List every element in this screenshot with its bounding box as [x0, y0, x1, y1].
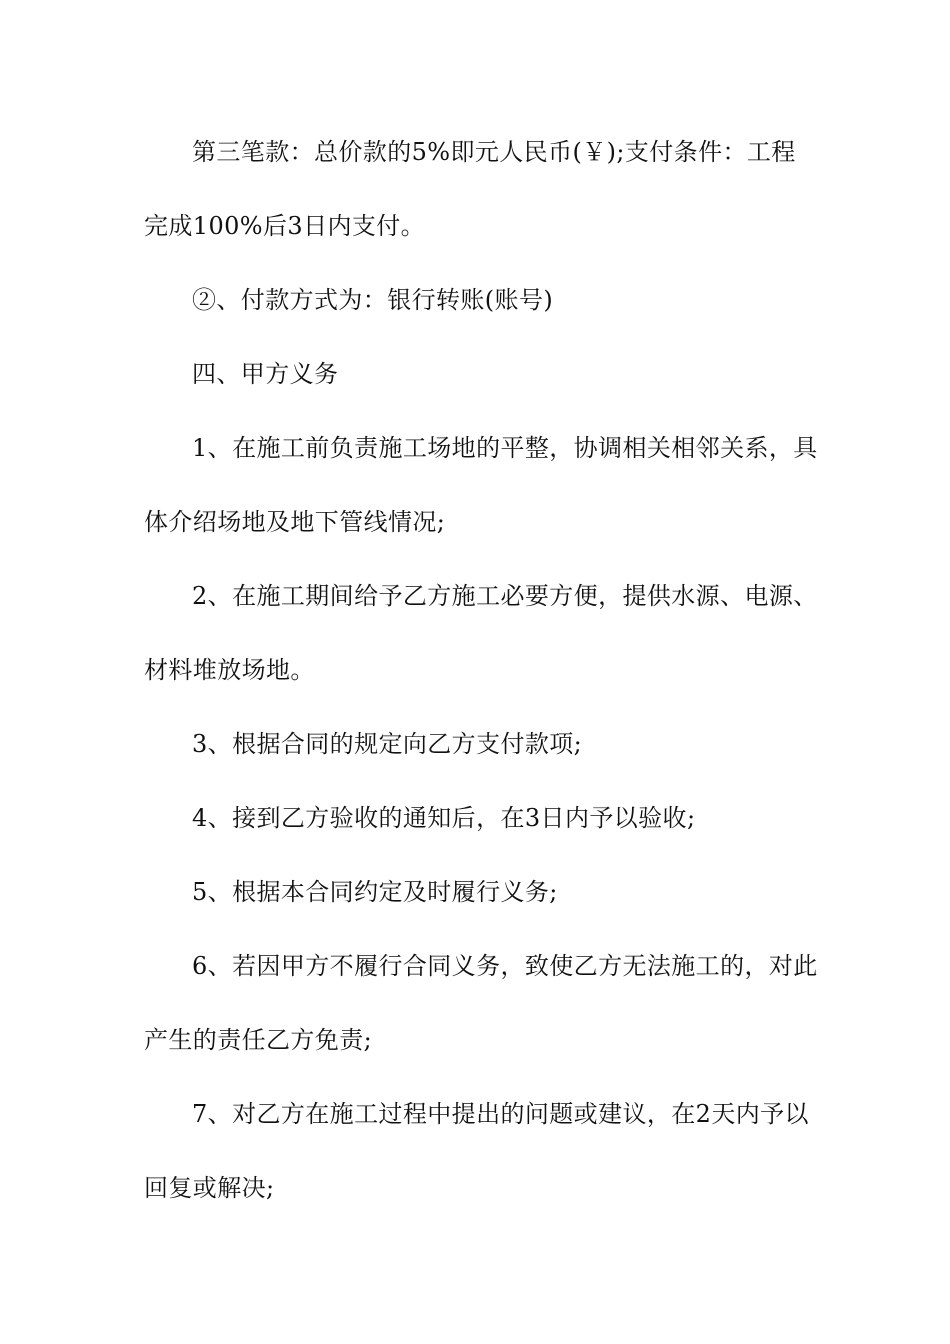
duty-item-5: 5、根据本合同约定及时履行义务; — [192, 878, 558, 906]
duty-item-6-line-2: 产生的责任乙方免责; — [144, 1026, 373, 1054]
duty-item-4: 4、接到乙方验收的通知后，在3日内予以验收; — [192, 804, 696, 832]
duty-item-3: 3、根据合同的规定向乙方支付款项; — [192, 730, 583, 758]
duty-item-2-line-2: 材料堆放场地。 — [144, 656, 315, 684]
duty-item-6-line-1: 6、若因甲方不履行合同义务，致使乙方无法施工的，对此 — [192, 952, 818, 980]
duty-item-1-line-1: 1、在施工前负责施工场地的平整，协调相关相邻关系，具 — [192, 434, 818, 462]
duty-item-7-line-2: 回复或解决; — [144, 1174, 275, 1202]
duty-item-2-line-1: 2、在施工期间给予乙方施工必要方便，提供水源、电源、 — [192, 582, 818, 610]
section-heading-party-a-duties: 四、甲方义务 — [192, 360, 339, 388]
duty-item-1-line-2: 体介绍场地及地下管线情况; — [144, 508, 446, 536]
duty-item-7-line-1: 7、对乙方在施工过程中提出的问题或建议，在2天内予以 — [192, 1100, 809, 1128]
paragraph-third-payment-line-1: 第三笔款：总价款的5%即元人民币(￥);支付条件：工程 — [192, 138, 796, 166]
paragraph-payment-method: ②、付款方式为：银行转账(账号) — [192, 286, 554, 314]
paragraph-third-payment-line-2: 完成100%后3日内支付。 — [144, 212, 426, 240]
